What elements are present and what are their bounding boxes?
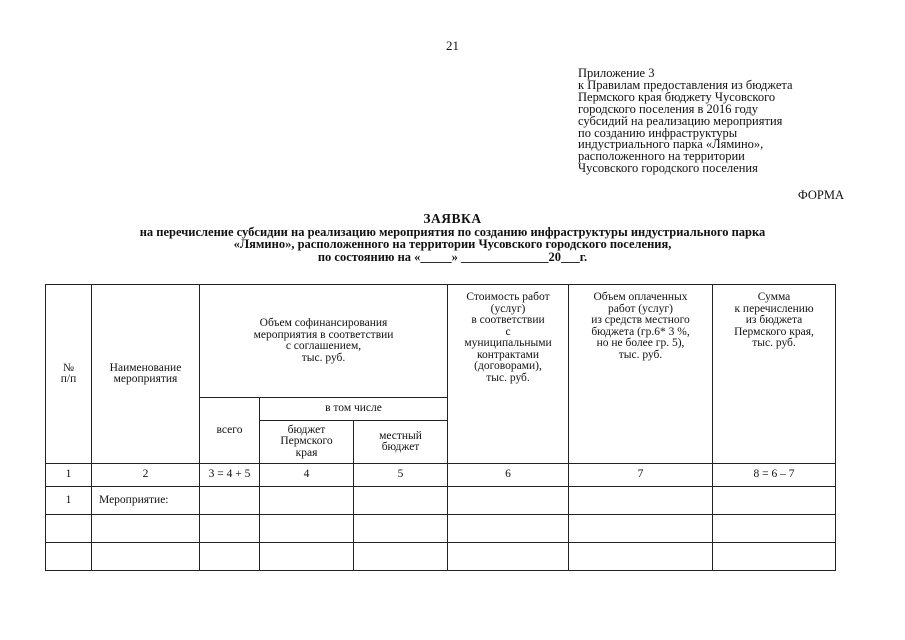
column-number: 2 xyxy=(92,464,200,487)
appendix-line: к Правилам предоставления из бюджета xyxy=(578,77,793,92)
header-contract-cost: Стоимость работ (услуг) в соответствии с муниципальными контрактами (договорами), тыс. руб. xyxy=(448,285,569,464)
table-cell[interactable] xyxy=(569,487,713,515)
appendix-line: по созданию инфраструктуры xyxy=(578,125,738,140)
header-total: всего xyxy=(200,398,260,464)
table-cell[interactable] xyxy=(260,515,354,543)
header-local-budget: местный бюджет xyxy=(354,421,448,464)
table-cell[interactable] xyxy=(354,487,448,515)
column-number: 3 = 4 + 5 xyxy=(200,464,260,487)
document-title xyxy=(0,213,905,263)
table-cell[interactable]: Мероприятие: xyxy=(92,487,200,515)
header-event-name: Наименование мероприятия xyxy=(92,285,200,464)
table-cell[interactable] xyxy=(46,515,92,543)
table-cell[interactable] xyxy=(92,543,200,571)
appendix-line: Приложение 3 xyxy=(578,66,655,80)
header-number: № п/п xyxy=(46,285,92,464)
table-row xyxy=(46,487,836,515)
table-cell[interactable] xyxy=(713,543,836,571)
table-cell[interactable] xyxy=(200,543,260,571)
table-cell[interactable] xyxy=(569,515,713,543)
appendix-line: расположенного на территории xyxy=(578,149,745,164)
application-form-table xyxy=(45,284,836,571)
column-number: 4 xyxy=(260,464,354,487)
column-number: 7 xyxy=(569,464,713,487)
table-cell[interactable] xyxy=(713,487,836,515)
appendix-line: субсидий на реализацию мероприятия xyxy=(578,113,783,128)
header-cofinancing: Объем софинансирования мероприятия в соответствии с соглашением, тыс. руб. xyxy=(200,285,448,398)
table-cell[interactable] xyxy=(354,543,448,571)
table-row xyxy=(46,515,836,543)
table-cell[interactable] xyxy=(448,487,569,515)
table-cell[interactable] xyxy=(46,543,92,571)
table-cell[interactable] xyxy=(260,543,354,571)
table-cell[interactable] xyxy=(200,487,260,515)
header-including: в том числе xyxy=(260,398,448,421)
forma-label: ФОРМА xyxy=(797,188,844,202)
column-number: 8 = 6 – 7 xyxy=(713,464,836,487)
title-heading: ЗАЯВКА xyxy=(423,211,482,226)
appendix-line: индустриального парка «Лямино», xyxy=(578,137,764,152)
header-regional-budget: бюджет Пермского края xyxy=(260,421,354,464)
table-cell[interactable] xyxy=(92,515,200,543)
appendix-line: Пермского края бюджету Чусовского xyxy=(578,89,776,104)
table-cell[interactable] xyxy=(200,515,260,543)
column-number: 6 xyxy=(448,464,569,487)
table-cell[interactable] xyxy=(354,515,448,543)
page-number: 21 xyxy=(446,38,459,53)
table-cell[interactable] xyxy=(448,543,569,571)
appendix-line: городского поселения в 2016 году xyxy=(578,101,758,116)
table-cell[interactable] xyxy=(260,487,354,515)
appendix-line: Чусовского городского поселения xyxy=(578,161,758,176)
table-row xyxy=(46,543,836,571)
header-paid-volume: Объем оплаченных работ (услуг) из средств местного бюджета (гр.6* 3 %, но не более гр. 5), тыс. руб. xyxy=(569,285,713,464)
appendix-note xyxy=(578,68,868,175)
column-number: 5 xyxy=(354,464,448,487)
title-line: на перечисление субсидии на реализацию мероприятия по созданию инфраструктуры индустриального парка xyxy=(139,224,766,239)
column-number-row xyxy=(46,464,836,487)
title-line: «Лямино», расположенного на территории Чусовского городского поселения, xyxy=(233,237,672,251)
title-line: по состоянию на «_____» ______________20___г. xyxy=(317,249,588,264)
table-cell[interactable] xyxy=(569,543,713,571)
table-cell[interactable]: 1 xyxy=(46,487,92,515)
column-number: 1 xyxy=(46,464,92,487)
table-cell[interactable] xyxy=(713,515,836,543)
header-transfer-amount: Сумма к перечислению из бюджета Пермского края, тыс. руб. xyxy=(713,285,836,464)
table-cell[interactable] xyxy=(448,515,569,543)
